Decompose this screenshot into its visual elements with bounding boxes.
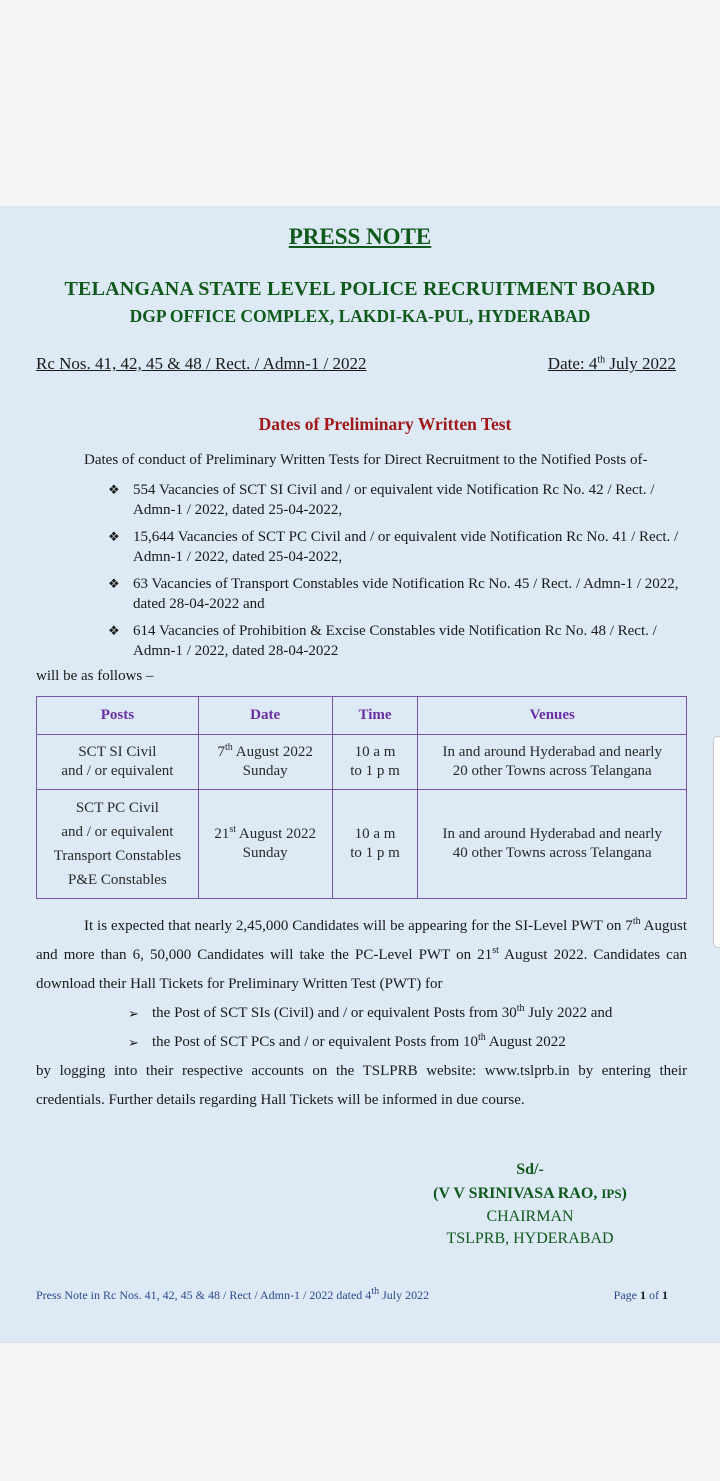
hall-ticket-list [128, 999, 612, 1057]
arrow-bullet-icon: ➢ [128, 1035, 139, 1050]
scroll-handle[interactable] [713, 736, 720, 948]
column-header-posts: Posts [37, 697, 199, 735]
time-cell: 10 a m to 1 p m [332, 735, 418, 790]
list-item: ❖ 63 Vacancies of Transport Constables vide Notification Rc No. 45 / Rect. / Admn-1 / 2022, dated 28-04-2022 and [108, 576, 679, 612]
signatory-organisation: TSLPRB, HYDERABAD [446, 1230, 614, 1247]
schedule-table [36, 696, 687, 899]
date-cell: 21st August 2022 Sunday [198, 790, 332, 899]
column-header-date: Date [198, 697, 332, 735]
venue-cell: In and around Hyderabad and nearly 20 other Towns across Telangana [418, 735, 687, 790]
signature-sd: Sd/- [516, 1161, 544, 1178]
venue-cell: In and around Hyderabad and nearly 40 other Towns across Telangana [418, 790, 687, 899]
posts-cell: SCT PC Civil and / or equivalent Transport Constables P&E Constables [37, 790, 199, 899]
intro-text: Dates of conduct of Preliminary Written Tests for Direct Recruitment to the Notified Posts of- [84, 452, 648, 468]
signatory-designation: CHAIRMAN [486, 1208, 574, 1225]
list-item: ➢ the Post of SCT PCs and / or equivalent Posts from 10th August 2022 [128, 1028, 612, 1057]
time-cell: 10 a m to 1 p m [332, 790, 418, 899]
page-number: Page 1 of 1 [613, 1288, 668, 1302]
table-row [37, 735, 687, 790]
press-note-date: Date: 4th July 2022 [547, 354, 676, 373]
page-title: PRESS NOTE [288, 224, 432, 249]
board-name: TELANGANA STATE LEVEL POLICE RECRUITMENT BOARD [64, 278, 656, 300]
subject-heading: Dates of Preliminary Written Test [258, 414, 512, 434]
diamond-bullet-icon: ❖ [108, 576, 120, 591]
list-item: ❖ 15,644 Vacancies of SCT PC Civil and / or equivalent vide Notification Rc No. 41 / Rect. / Admn-1 / 2022, dated 25-04-2022, [108, 529, 679, 565]
table-row [37, 790, 687, 899]
posts-cell: SCT SI Civil and / or equivalent [37, 735, 199, 790]
list-item: ❖ 614 Vacancies of Prohibition & Excise Constables vide Notification Rc No. 48 / Rect. / Admn-1 / 2022, dated 28-04-2022 [108, 623, 657, 659]
arrow-bullet-icon: ➢ [128, 1006, 139, 1021]
diamond-bullet-icon: ❖ [108, 529, 120, 544]
list-item: ❖ 554 Vacancies of SCT SI Civil and / or equivalent vide Notification Rc No. 42 / Rect. / Admn-1 / 2022, dated 25-04-2022, [108, 482, 655, 518]
board-address: DGP OFFICE COMPLEX, LAKDI-KA-PUL, HYDERABAD [129, 306, 591, 326]
column-header-venues: Venues [418, 697, 687, 735]
table-header-row [37, 697, 687, 735]
reference-number: Rc Nos. 41, 42, 45 & 48 / Rect. / Admn-1 / 2022 [36, 354, 367, 373]
top-blank-area [0, 0, 720, 206]
list-item: ➢ the Post of SCT SIs (Civil) and / or equivalent Posts from 30th July 2022 and [128, 999, 612, 1028]
column-header-time: Time [332, 697, 418, 735]
vacancy-list [108, 480, 693, 668]
diamond-bullet-icon: ❖ [108, 482, 120, 497]
press-note-page[interactable] [0, 206, 720, 1342]
date-cell: 7th August 2022 Sunday [198, 735, 332, 790]
login-paragraph: by logging into their respective accounts on the TSLPRB website: www.tslprb.in by entering their credentials. Further details regarding Hall Tickets will be informed in due course. [36, 1063, 687, 1108]
signature-block [390, 1158, 670, 1250]
expectation-paragraph: It is expected that nearly 2,45,000 Candidates will be appearing for the SI-Level PWT on 7th August and more than 6, 50,000 Candidates will take the PC-Level PWT on 21st August 2022. Candidates can download their Hall Tickets for Preliminary Written Test (PWT) for [36, 916, 687, 992]
diamond-bullet-icon: ❖ [108, 623, 120, 638]
footer-reference: Press Note in Rc Nos. 41, 42, 45 & 48 / Rect / Admn-1 / 2022 dated 4th July 2022 [36, 1286, 430, 1302]
signatory-name: (V V SRINIVASA RAO, IPS) [433, 1185, 627, 1202]
bottom-blank-area [0, 1342, 720, 1481]
follows-text: will be as follows – [36, 668, 154, 684]
